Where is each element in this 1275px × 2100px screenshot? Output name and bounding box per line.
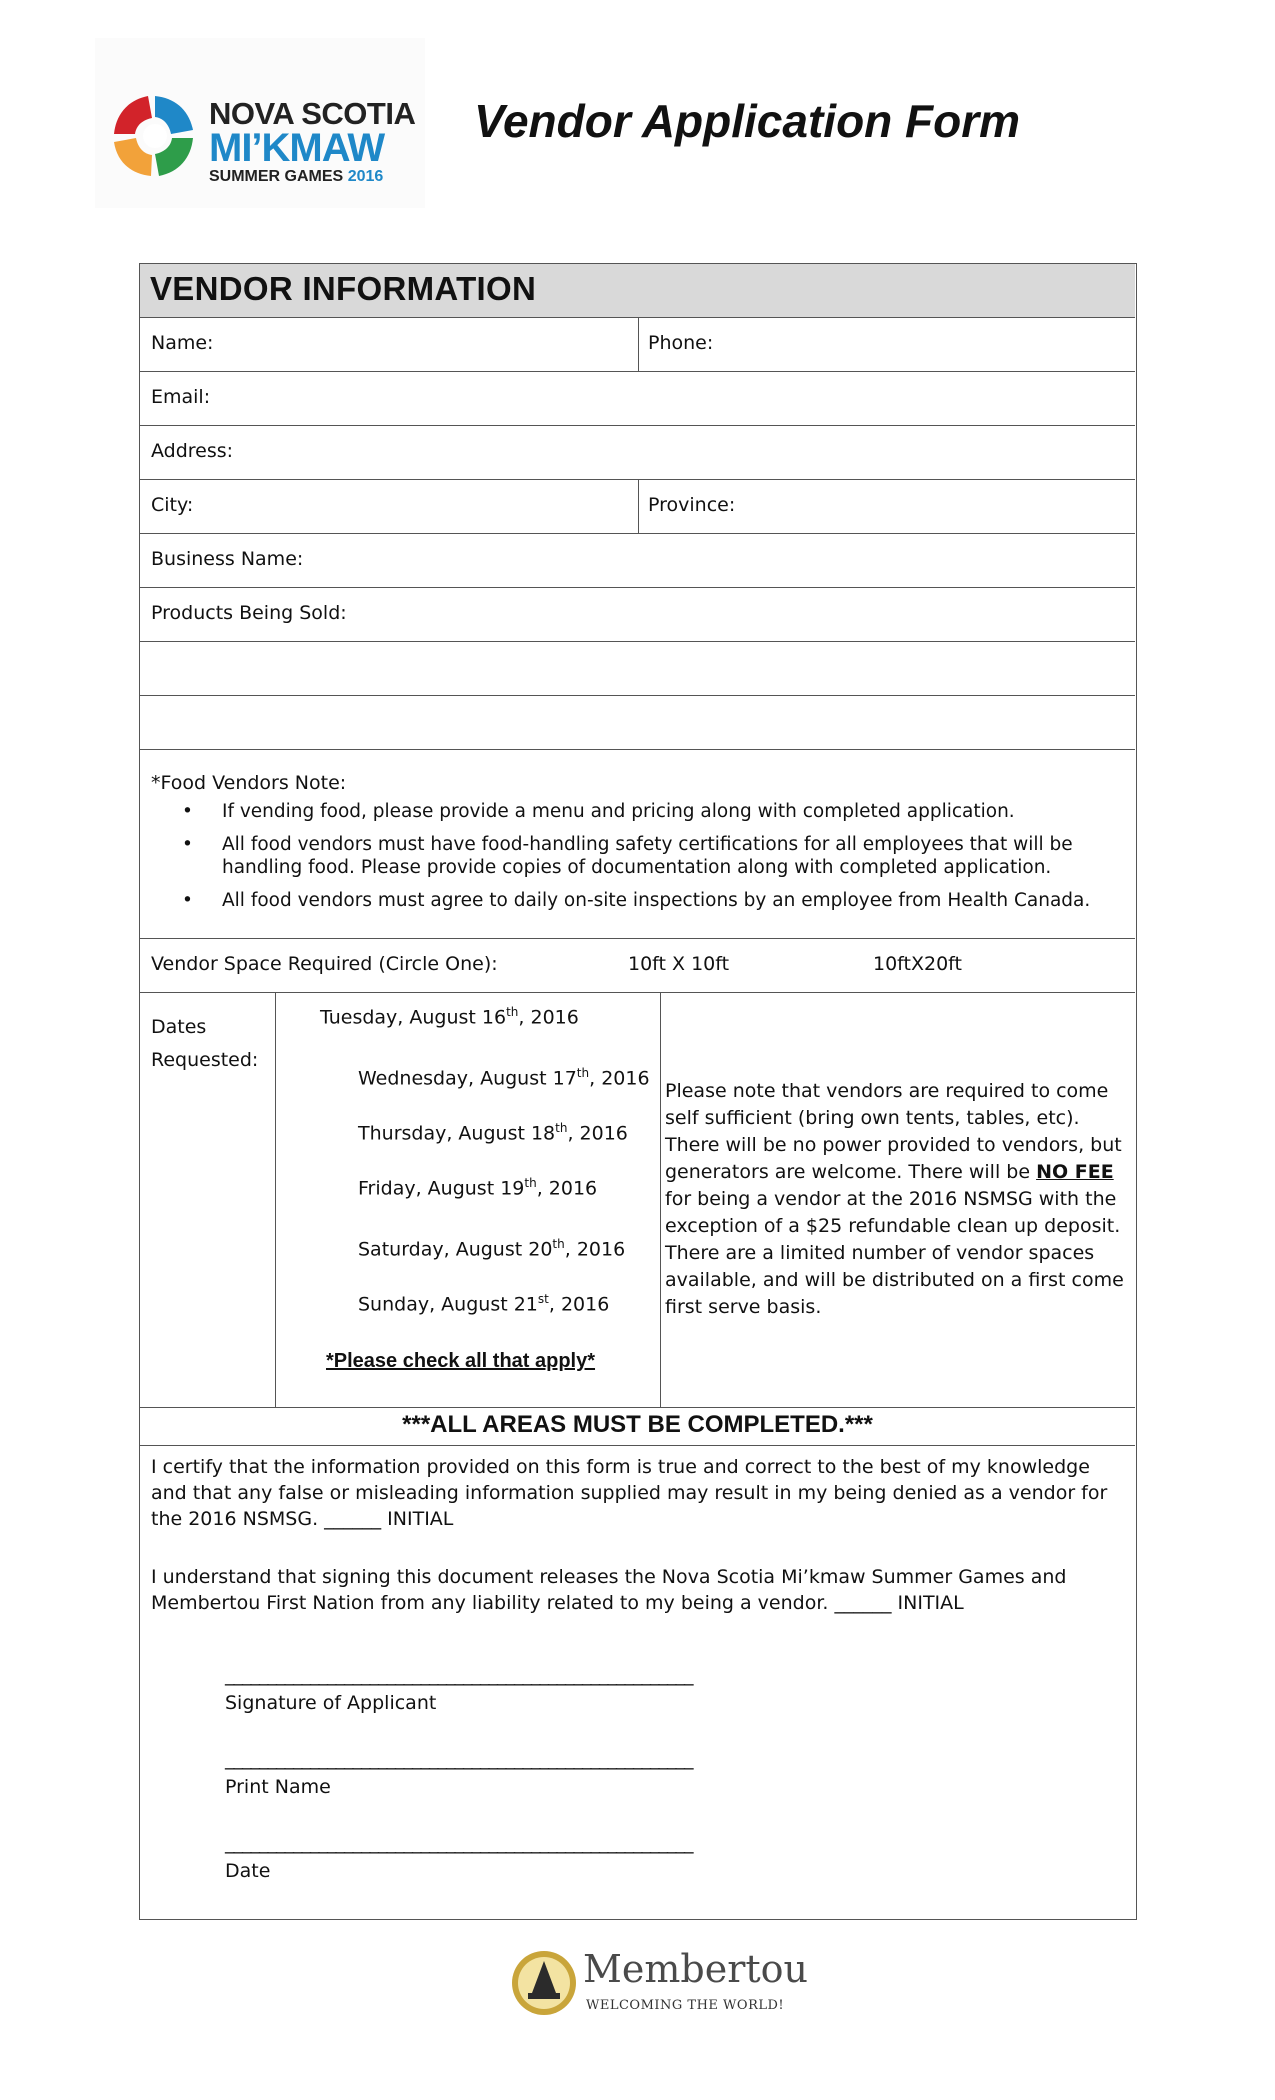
date-suffix: th (524, 1176, 537, 1190)
food-note-item: • If vending food, please provide a menu and pricing along with completed application. (182, 800, 1102, 823)
signature-label: Signature of Applicant (225, 1692, 437, 1714)
date-year: , 2016 (567, 1122, 628, 1145)
membertou-seal-icon (510, 1949, 578, 2017)
section-heading: VENDOR INFORMATION (150, 270, 537, 307)
page-title: Vendor Application Form (474, 95, 1021, 147)
products-extra-line-1[interactable] (140, 642, 1135, 696)
membertou-brand: Membertou (583, 1947, 809, 1991)
date-year: , 2016 (589, 1067, 650, 1090)
certification-statement: I certify that the information provided on this form is true and correct to the best of my knowledge and that any false or misleading information supplied may result in my being denied as a vendor for the 2016 NSMSG. ______ INITIAL (151, 1456, 1108, 1530)
vendor-form (139, 263, 1137, 1920)
business-name-field[interactable]: Business Name: (151, 548, 304, 570)
date-suffix: th (555, 1121, 568, 1135)
date-text: Friday, August 19 (358, 1177, 525, 1200)
date-option-wednesday[interactable] (358, 1066, 650, 1089)
vendor-space-row (140, 939, 1135, 993)
date-text: Saturday, August 20 (358, 1238, 553, 1261)
products-extra-line-2[interactable] (140, 696, 1135, 750)
vendor-space-label: Vendor Space Required (Circle One): (151, 953, 498, 975)
column-divider (638, 318, 639, 371)
space-option-10x10[interactable]: 10ft X 10ft (628, 953, 730, 975)
products-row (140, 588, 1135, 642)
logo-line-mikmaw: MI’KMAW (209, 126, 385, 170)
food-note-title: *Food Vendors Note: (151, 772, 347, 794)
city-province-row (140, 480, 1135, 534)
date-option-thursday[interactable] (358, 1121, 628, 1144)
food-vendors-note (140, 750, 1135, 939)
signature-input-line[interactable]: _______________________________________________________ (225, 1664, 693, 1686)
space-option-10x20[interactable]: 10ftX20ft (873, 953, 962, 975)
food-note-item: • All food vendors must agree to daily on-site inspections by an employee from Health Canada. (182, 889, 1102, 912)
column-divider (660, 993, 661, 1407)
business-row (140, 534, 1135, 588)
column-divider (638, 480, 639, 533)
logo-summer-games-text: SUMMER GAMES (209, 168, 344, 185)
products-field[interactable]: Products Being Sold: (151, 602, 347, 624)
food-note-item: • All food vendors must have food-handling safety certifications for all employees that will be handling food. Please provide copies of documentation along with completed application. (182, 833, 1102, 879)
date-year: , 2016 (564, 1238, 626, 1261)
print-name-label: Print Name (225, 1776, 331, 1798)
date-year: , 2016 (548, 1293, 610, 1316)
province-field[interactable]: Province: (648, 494, 736, 516)
check-all-note: *Please check all that apply* (326, 1350, 596, 1372)
dates-label: Dates Requested: (151, 1016, 259, 1071)
email-field[interactable]: Email: (151, 386, 211, 408)
logo-line-summer-games (209, 169, 415, 185)
date-option-saturday[interactable] (358, 1237, 625, 1260)
liability-release-statement: I understand that signing this document releases the Nova Scotia Mi’kmaw Summer Games and Membertou First Nation from any liability related to my being a vendor. ______ INITIAL (151, 1566, 1067, 1614)
date-text: Tuesday, August 16 (320, 1006, 507, 1029)
city-field[interactable]: City: (151, 494, 194, 516)
date-option-tuesday[interactable] (320, 1005, 579, 1028)
date-label: Date (225, 1860, 271, 1882)
column-divider (275, 993, 276, 1407)
vendor-requirements-note (665, 1078, 1125, 1321)
date-text: Thursday, August 18 (358, 1122, 556, 1145)
must-complete-notice: ***ALL AREAS MUST BE COMPLETED.*** (402, 1411, 873, 1438)
date-option-friday[interactable] (358, 1176, 597, 1199)
print-name-input-line[interactable]: _______________________________________________________ (225, 1748, 693, 1770)
membertou-tagline: WELCOMING THE WORLD! (586, 1998, 785, 2013)
name-phone-row (140, 318, 1135, 372)
dates-row (140, 993, 1135, 1408)
address-row (140, 426, 1135, 480)
date-suffix: th (552, 1237, 565, 1251)
section-header (140, 264, 1135, 318)
logo-line-nova-scotia: NOVA SCOTIA (209, 96, 416, 131)
date-text: Sunday, August 21 (358, 1293, 538, 1316)
logo-year: 2016 (347, 168, 384, 185)
note-text-post: for being a vendor at the 2016 NSMSG with the exception of a $25 refundable clean up deposit. There are a limited number of vendor spaces available, and will be distributed on a first come first serve basis. (665, 1188, 1124, 1318)
date-option-sunday[interactable] (358, 1292, 609, 1315)
date-year: , 2016 (536, 1177, 598, 1200)
date-suffix: th (576, 1066, 590, 1080)
note-text-pre: Please note that vendors are required to come self sufficient (bring own tents, tables, etc). There will be no power provided to vendors, but generators are welcome. There will be (665, 1080, 1122, 1183)
games-logo-icon (109, 90, 201, 182)
games-logo (95, 38, 425, 208)
food-note-list (182, 800, 1102, 922)
phone-field[interactable]: Phone: (648, 332, 714, 354)
no-fee-emphasis: NO FEE (1036, 1161, 1114, 1183)
date-year: , 2016 (518, 1006, 579, 1029)
date-suffix: th (506, 1005, 519, 1019)
date-input-line[interactable]: _______________________________________________________ (225, 1832, 693, 1854)
address-field[interactable]: Address: (151, 440, 234, 462)
must-complete-row (140, 1408, 1135, 1446)
email-row (140, 372, 1135, 426)
name-field[interactable]: Name: (151, 332, 214, 354)
date-suffix: st (537, 1292, 549, 1306)
date-text: Wednesday, August 17 (358, 1067, 577, 1090)
